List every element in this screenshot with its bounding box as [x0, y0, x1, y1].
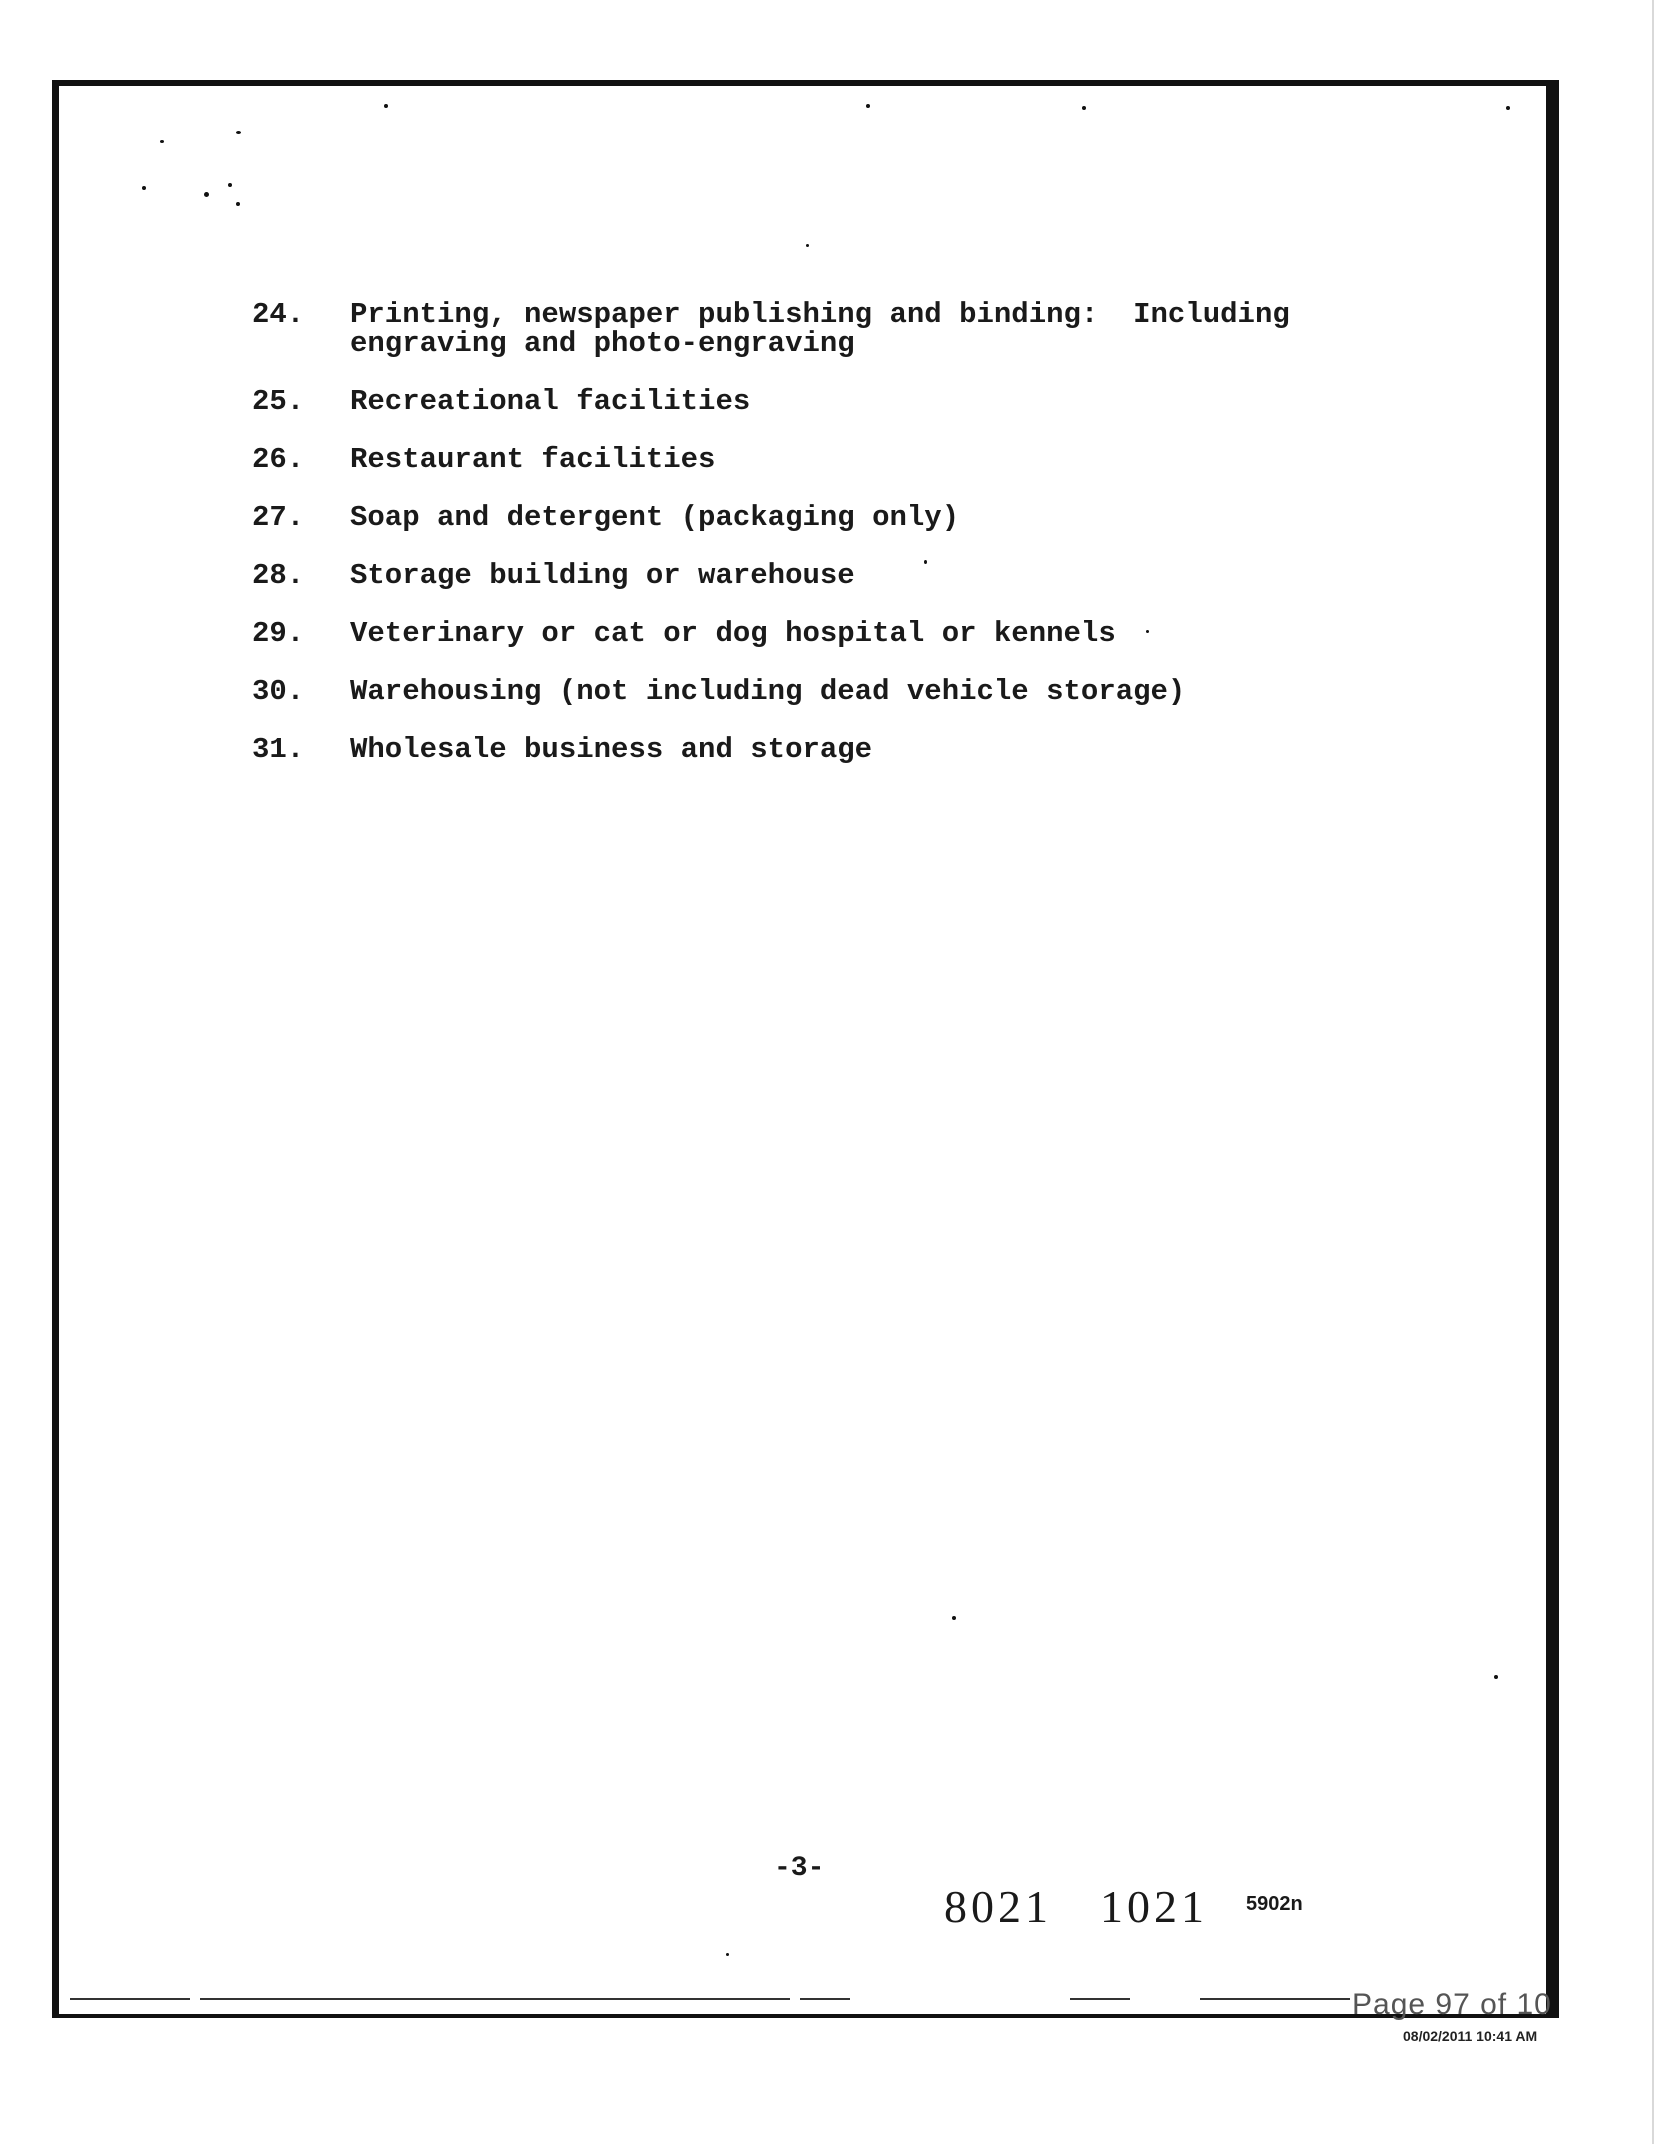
- scan-speck: [228, 183, 232, 187]
- scan-speck: [952, 1616, 956, 1620]
- list-item: [252, 619, 1352, 648]
- print-timestamp: 08/02/2011 10:41 AM: [1403, 2028, 1538, 2044]
- scan-speck: [726, 1953, 729, 1956]
- item-text: Recreational facilities: [350, 385, 751, 418]
- footer-rule: [800, 1998, 850, 2000]
- item-text: Printing, newspaper publishing and binding: Including engraving and photo-engraving: [350, 298, 1290, 360]
- scan-speck: [1506, 106, 1510, 110]
- document-code-right: 1021: [1100, 1881, 1208, 1932]
- list-item: [252, 445, 1352, 474]
- list-item: [252, 735, 1352, 764]
- footer-rule: [1200, 1998, 1350, 2000]
- item-number: 28.: [252, 559, 305, 592]
- item-number: 30.: [252, 675, 305, 708]
- scan-speck: [236, 131, 241, 134]
- page-edge-rule: [1652, 0, 1654, 2144]
- scan-speck: [142, 186, 146, 190]
- item-text: Soap and detergent (packaging only): [350, 501, 960, 534]
- item-text: Storage building or warehouse: [350, 559, 855, 592]
- page-number: -3-: [774, 1853, 825, 1884]
- item-number: 24.: [252, 298, 305, 331]
- scan-speck: [204, 192, 209, 197]
- footer-rule: [70, 1998, 190, 2000]
- page-count-label: Page 97 of 10: [1352, 1988, 1552, 2021]
- scan-speck: [160, 140, 164, 143]
- list-item: [252, 561, 1352, 590]
- scan-speck: [866, 104, 870, 108]
- document-code: [944, 1880, 1256, 1933]
- footer-rule: [200, 1998, 790, 2000]
- item-text: Veterinary or cat or dog hospital or kennels: [350, 617, 1116, 650]
- item-number: 31.: [252, 733, 305, 766]
- scan-speck: [1082, 106, 1086, 110]
- item-number: 29.: [252, 617, 305, 650]
- scan-speck: [806, 244, 809, 247]
- list-item: [252, 387, 1352, 416]
- scan-speck: [1494, 1675, 1498, 1679]
- item-text: Warehousing (not including dead vehicle storage): [350, 675, 1186, 708]
- item-number: 27.: [252, 501, 305, 534]
- item-number: 26.: [252, 443, 305, 476]
- list-item: [252, 300, 1352, 358]
- list-item: [252, 677, 1352, 706]
- permitted-uses-list: [252, 300, 1352, 793]
- footer-rule: [1070, 1998, 1130, 2000]
- item-text: Restaurant facilities: [350, 443, 716, 476]
- item-number: 25.: [252, 385, 305, 418]
- document-code-left: 8021: [944, 1881, 1052, 1932]
- document-code-suffix: 5902n: [1246, 1893, 1303, 1915]
- scan-speck: [236, 202, 240, 206]
- item-text: Wholesale business and storage: [350, 733, 873, 766]
- scan-speck: [384, 104, 388, 108]
- list-item: [252, 503, 1352, 532]
